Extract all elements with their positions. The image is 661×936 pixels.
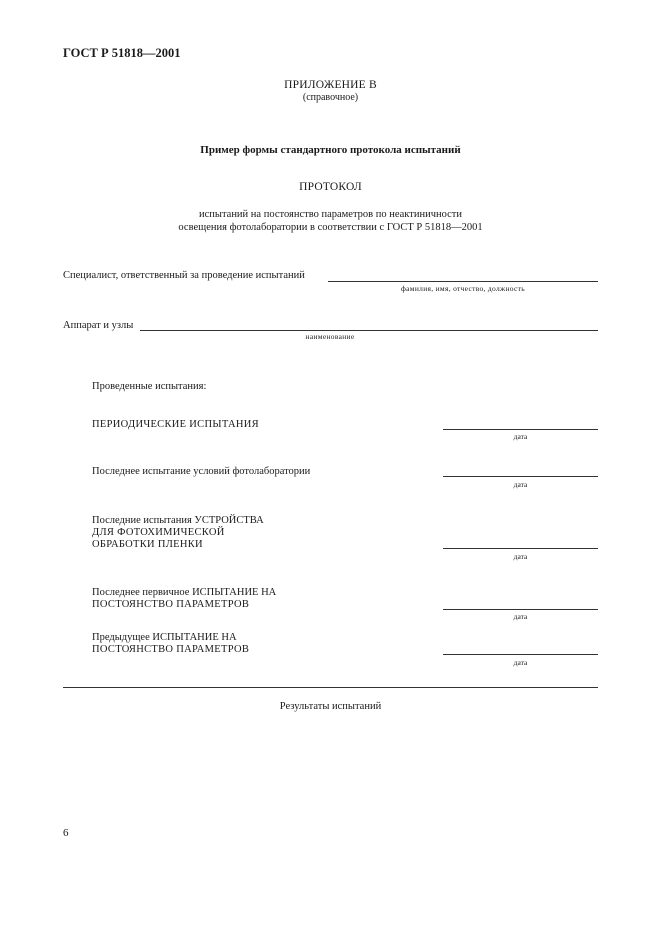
- date-caption: дата: [513, 480, 528, 489]
- tests-heading: Проведенные испытания:: [92, 381, 207, 392]
- date-field-line[interactable]: [443, 609, 598, 610]
- protocol-subtitle: [0, 208, 661, 234]
- section-divider: [63, 687, 598, 688]
- protocol-title: ПРОТОКОЛ: [299, 181, 362, 193]
- test-label-line-2: ПОСТОЯНСТВО ПАРАМЕТРОВ: [92, 644, 250, 655]
- test-item-acceptance: [92, 587, 276, 611]
- test-label-line-1: Предыдущее ИСПЫТАНИЕ НА: [92, 632, 237, 643]
- date-field-line[interactable]: [443, 654, 598, 655]
- apparatus-label: Аппарат и узлы: [63, 320, 134, 331]
- specialist-label: Специалист, ответственный за проведение испытаний: [63, 270, 305, 281]
- test-label-line-1: Последнее первичное ИСПЫТАНИЕ НА: [92, 587, 277, 598]
- test-item-periodic: [92, 419, 259, 431]
- date-caption: дата: [513, 552, 528, 561]
- form-title: Пример формы стандартного протокола испытаний: [200, 144, 461, 156]
- date-field-line[interactable]: [443, 548, 598, 549]
- appendix-note: (справочное): [302, 92, 359, 103]
- test-label-line-2: ПОСТОЯНСТВО ПАРАМЕТРОВ: [92, 599, 250, 610]
- test-item-processor: [92, 515, 264, 551]
- test-item-darkroom: [92, 466, 310, 478]
- test-label-line-1: Последние испытания УСТРОЙСТВА: [92, 515, 264, 526]
- test-label-line-3: ОБРАБОТКИ ПЛЕНКИ: [92, 539, 203, 550]
- date-caption: дата: [513, 658, 528, 667]
- results-heading: Результаты испытаний: [279, 701, 382, 712]
- appendix-title: ПРИЛОЖЕНИЕ В: [284, 79, 377, 91]
- date-caption: дата: [513, 612, 528, 621]
- test-label: ПЕРИОДИЧЕСКИЕ ИСПЫТАНИЯ: [92, 419, 259, 430]
- test-label: Последнее испытание условий фотолаборатории: [92, 466, 311, 477]
- specialist-field-line[interactable]: [328, 281, 598, 282]
- test-item-previous: [92, 632, 249, 656]
- date-field-line[interactable]: [443, 429, 598, 430]
- document-code: ГОСТ Р 51818—2001: [63, 46, 181, 60]
- protocol-subtitle-line-1: испытаний на постоянство параметров по неактиничности: [198, 209, 462, 220]
- apparatus-caption: наименование: [305, 332, 355, 341]
- apparatus-field-line[interactable]: [140, 330, 598, 331]
- page-number: 6: [63, 827, 69, 839]
- date-caption: дата: [513, 432, 528, 441]
- date-field-line[interactable]: [443, 476, 598, 477]
- protocol-subtitle-line-2: освещения фотолаборатории в соответствии с ГОСТ Р 51818—2001: [178, 222, 483, 233]
- specialist-caption: фамилия, имя, отчество, должность: [401, 284, 525, 293]
- test-label-line-2: ДЛЯ ФОТОХИМИЧЕСКОЙ: [92, 527, 225, 538]
